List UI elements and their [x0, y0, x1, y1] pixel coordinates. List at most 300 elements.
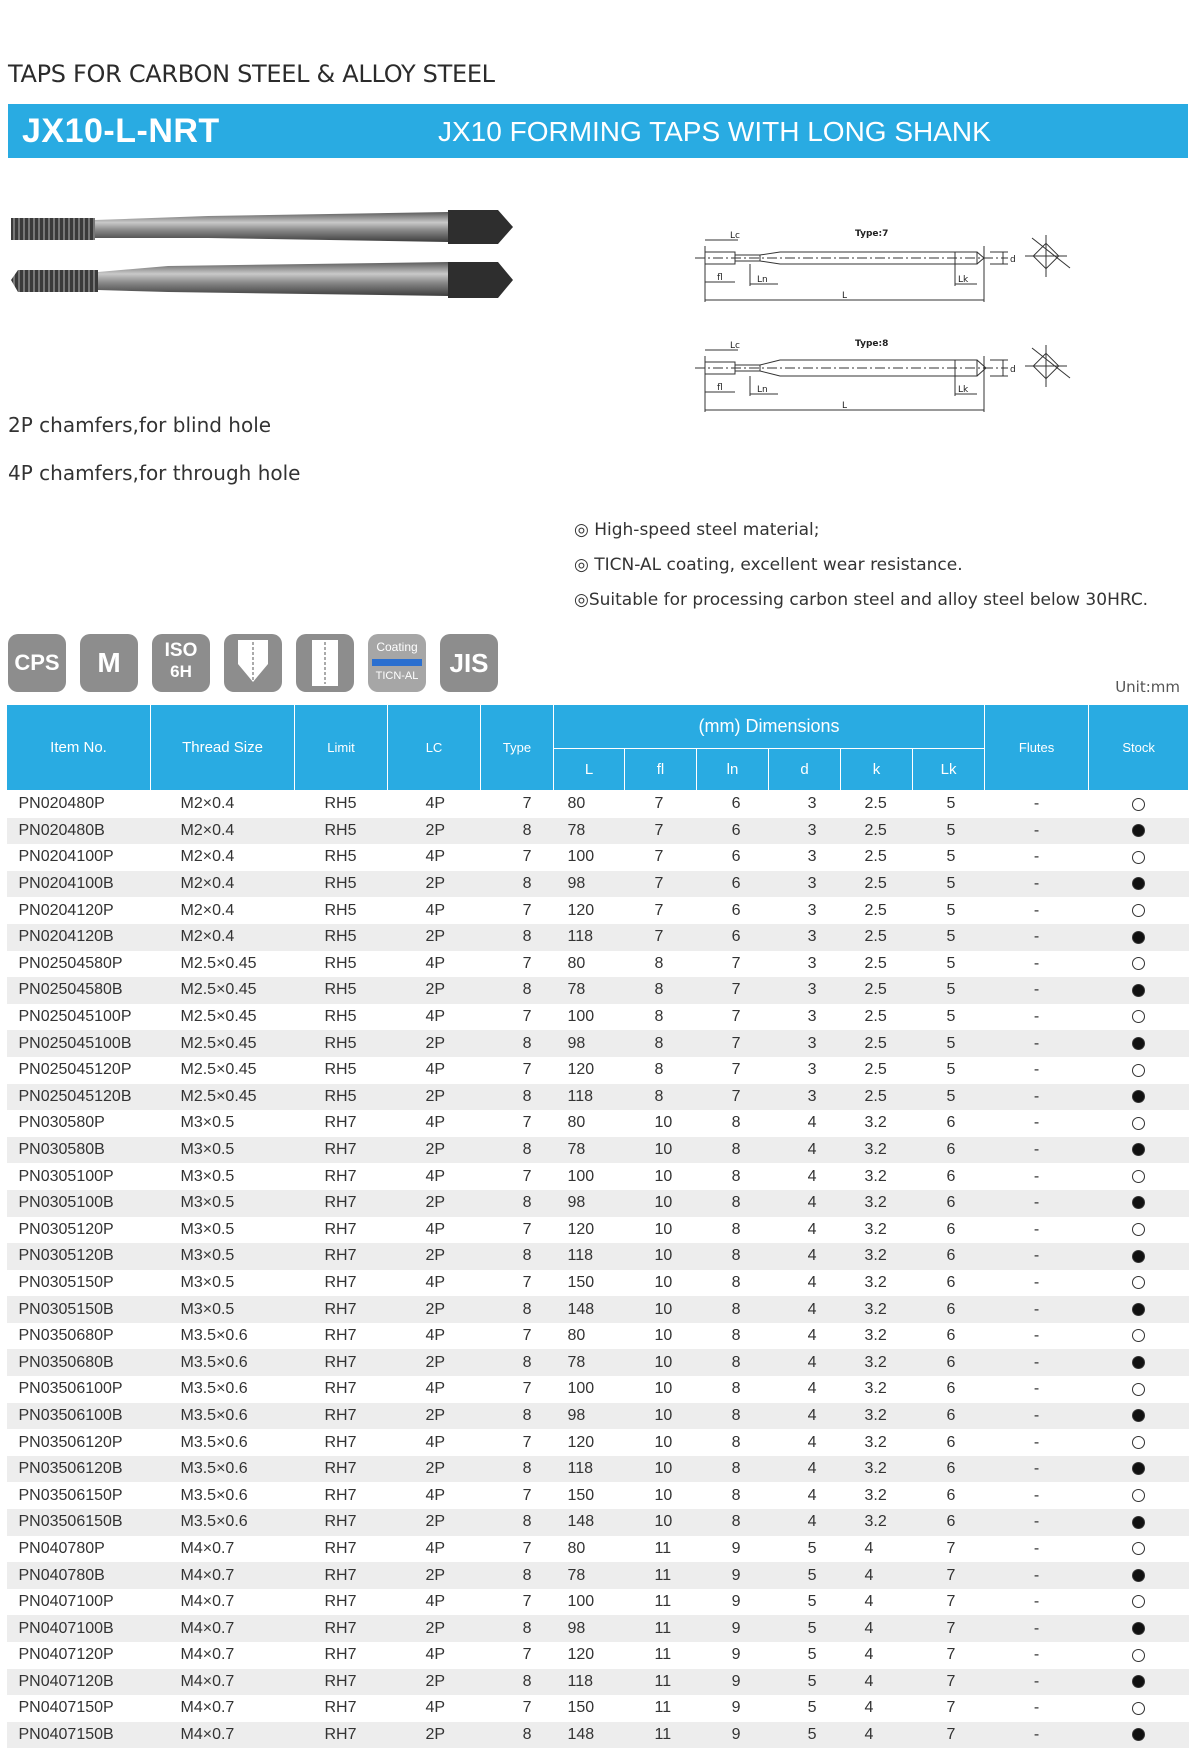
cell-L: 80 — [567, 1114, 586, 1132]
cell-k: 2.5 — [864, 795, 887, 813]
cell-fl: 11 — [654, 1539, 672, 1557]
cell-fl: 10 — [625, 1403, 697, 1430]
cell-item-no: PN0407120B — [7, 1669, 151, 1696]
cell-d: 4 — [807, 1167, 817, 1185]
iso-6h-icon — [152, 634, 210, 692]
cell-L: 120 — [567, 1220, 595, 1238]
cell-limit: RH5 — [295, 977, 388, 1004]
cell-type: 8 — [481, 871, 554, 898]
cell-fl: 7 — [654, 795, 664, 813]
cell-item-no: PN03506100P — [18, 1380, 123, 1398]
cell-fl: 10 — [625, 1509, 697, 1536]
cell-d: 4 — [769, 1509, 841, 1536]
cell-lc: 4P — [425, 1061, 446, 1079]
table-row — [7, 1323, 1189, 1350]
cell-fl: 7 — [625, 871, 697, 898]
cell-ln: 9 — [697, 1615, 769, 1642]
cell-k: 3.2 — [841, 1243, 913, 1270]
table-row — [7, 1243, 1189, 1270]
cell-lc: 4P — [425, 1220, 446, 1238]
cell-flutes: - — [1033, 1539, 1040, 1557]
cell-k: 4 — [841, 1562, 913, 1589]
cell-thread-size: M4×0.7 — [151, 1669, 295, 1696]
cell-stock — [1089, 1589, 1189, 1616]
cell-k: 4 — [864, 1593, 874, 1611]
cell-type: 7 — [522, 848, 532, 866]
cell-lk: 6 — [913, 1243, 985, 1270]
cell-ln: 9 — [697, 1669, 769, 1696]
cell-lk: 5 — [913, 871, 985, 898]
stock-filled-icon — [1132, 1569, 1145, 1582]
cell-thread-size: M2.5×0.45 — [180, 954, 257, 972]
blind-hole-icon — [224, 634, 282, 692]
cell-flutes: - — [1033, 1008, 1040, 1026]
cell-limit: RH7 — [295, 1562, 388, 1589]
tap-diagram-type7 — [690, 222, 1090, 318]
cell-thread-size: M2.5×0.45 — [180, 1061, 257, 1079]
cell-thread-size: M4×0.7 — [151, 1562, 295, 1589]
cell-k: 3.2 — [841, 1296, 913, 1323]
cell-L: 150 — [567, 1486, 595, 1504]
stock-open-icon — [1132, 1010, 1145, 1023]
chamfer-note-blind: 2P chamfers,for blind hole — [8, 413, 272, 437]
cell-flutes: - — [985, 818, 1089, 845]
cell-item-no: PN03506120B — [7, 1456, 151, 1483]
stock-filled-icon — [1132, 1250, 1145, 1263]
cell-lk: 6 — [946, 1114, 956, 1132]
cell-d: 4 — [769, 1403, 841, 1430]
cell-item-no: PN0350680P — [18, 1327, 114, 1345]
cell-item-no: PN030580B — [7, 1137, 151, 1164]
diagram-type7-lk: Lk — [958, 275, 969, 285]
cell-limit: RH7 — [295, 1403, 388, 1430]
cell-k: 2.5 — [841, 871, 913, 898]
cell-fl: 10 — [654, 1486, 673, 1504]
cell-fl: 7 — [625, 818, 697, 845]
cell-type: 8 — [481, 1190, 554, 1217]
cell-limit: RH7 — [324, 1486, 357, 1504]
cell-k: 3.2 — [841, 1190, 913, 1217]
cell-lk: 6 — [946, 1486, 956, 1504]
cell-item-no: PN0407100P — [18, 1593, 114, 1611]
cell-lk: 7 — [946, 1646, 956, 1664]
cell-k: 2.5 — [841, 818, 913, 845]
cell-lk: 5 — [946, 848, 956, 866]
cell-lc: 2P — [388, 818, 481, 845]
cell-lc: 4P — [425, 1273, 446, 1291]
cell-item-no: PN040780P — [18, 1539, 105, 1557]
cell-thread-size: M3.5×0.6 — [151, 1456, 295, 1483]
cell-flutes: - — [985, 1030, 1089, 1057]
cell-ln: 7 — [697, 977, 769, 1004]
cell-L: 150 — [567, 1273, 595, 1291]
table-row — [7, 844, 1189, 871]
col-header-thread-label: Thread Size — [182, 739, 263, 756]
cell-d: 5 — [769, 1722, 841, 1749]
cell-k: 3.2 — [841, 1509, 913, 1536]
cell-k: 4 — [841, 1669, 913, 1696]
cell-L: 120 — [567, 1061, 595, 1079]
col-header-thread — [151, 705, 295, 791]
cell-d: 5 — [769, 1615, 841, 1642]
cell-thread-size: M2×0.4 — [180, 848, 235, 866]
cell-d: 4 — [807, 1380, 817, 1398]
table-row — [7, 951, 1189, 978]
stock-filled-icon — [1132, 1303, 1145, 1316]
table-row — [7, 1429, 1189, 1456]
chamfer-note-through: 4P chamfers,for through hole — [8, 461, 301, 485]
col-header-type — [481, 705, 554, 791]
blind-hole-icon-graphic — [224, 634, 282, 692]
cell-k: 2.5 — [864, 954, 887, 972]
cell-lk: 6 — [913, 1509, 985, 1536]
cell-item-no: PN025045100B — [7, 1030, 151, 1057]
cell-limit: RH7 — [324, 1273, 357, 1291]
cell-fl: 7 — [654, 901, 664, 919]
cell-thread-size: M3×0.5 — [180, 1167, 235, 1185]
cell-limit: RH7 — [295, 1190, 388, 1217]
cell-lk: 6 — [913, 1190, 985, 1217]
cell-item-no: PN025045120P — [18, 1061, 132, 1079]
stock-filled-icon — [1132, 984, 1145, 997]
cell-ln: 7 — [731, 1008, 741, 1026]
stock-open-icon — [1132, 1649, 1145, 1662]
cell-limit: RH5 — [324, 1061, 357, 1079]
cell-fl: 10 — [625, 1296, 697, 1323]
cell-L: 80 — [567, 1327, 586, 1345]
cell-lc: 4P — [425, 1167, 446, 1185]
cell-ln: 9 — [731, 1593, 741, 1611]
cell-fl: 10 — [625, 1349, 697, 1376]
cell-thread-size: M3.5×0.6 — [151, 1509, 295, 1536]
cell-type: 7 — [522, 1327, 532, 1345]
cell-stock — [1089, 1349, 1189, 1376]
cell-item-no: PN02504580P — [18, 954, 123, 972]
col-header-lk: Lk — [913, 749, 985, 791]
spec-table-body — [7, 791, 1189, 1749]
cell-d: 4 — [769, 1137, 841, 1164]
cell-d: 3 — [807, 901, 817, 919]
cell-fl: 11 — [654, 1646, 672, 1664]
cell-k: 4 — [841, 1722, 913, 1749]
cell-fl: 10 — [654, 1114, 673, 1132]
cell-type: 8 — [481, 1084, 554, 1111]
table-row — [7, 1163, 1189, 1190]
cell-k: 3.2 — [864, 1114, 887, 1132]
cell-item-no: PN0407150B — [7, 1722, 151, 1749]
stock-filled-icon — [1132, 931, 1145, 944]
stock-open-icon — [1132, 1117, 1145, 1130]
cell-flutes: - — [1033, 1220, 1040, 1238]
cell-fl: 8 — [654, 1061, 664, 1079]
cell-thread-size: M3×0.5 — [151, 1243, 295, 1270]
table-row — [7, 1296, 1189, 1323]
cell-lk: 6 — [946, 1380, 956, 1398]
col-header-L: L — [554, 749, 625, 791]
table-row — [7, 1456, 1189, 1483]
cell-thread-size: M3.5×0.6 — [180, 1380, 248, 1398]
cell-flutes: - — [985, 1669, 1089, 1696]
cell-item-no: PN0305150B — [7, 1296, 151, 1323]
diagram-type7-lc: Lc — [730, 231, 740, 241]
cell-L: 100 — [567, 1380, 595, 1398]
cell-stock — [1089, 1296, 1189, 1323]
cell-item-no: PN0305100P — [18, 1167, 114, 1185]
cell-type: 8 — [481, 1722, 554, 1749]
cell-lk: 6 — [913, 1296, 985, 1323]
table-row — [7, 1084, 1189, 1111]
cell-lc: 2P — [388, 924, 481, 951]
cell-type: 8 — [481, 977, 554, 1004]
diagram-type7-ln: Ln — [757, 275, 768, 285]
cell-L: 98 — [554, 1030, 625, 1057]
cell-lc: 2P — [388, 871, 481, 898]
stock-open-icon — [1132, 1702, 1145, 1715]
cell-lk: 5 — [913, 1030, 985, 1057]
stock-filled-icon — [1132, 1516, 1145, 1529]
stock-filled-icon — [1132, 1196, 1145, 1209]
cell-lk: 6 — [946, 1220, 956, 1238]
cell-d: 4 — [807, 1273, 817, 1291]
cell-type: 7 — [522, 1220, 532, 1238]
cell-lk: 6 — [913, 1349, 985, 1376]
cell-L: 78 — [554, 818, 625, 845]
cell-limit: RH5 — [324, 954, 357, 972]
cell-L: 118 — [554, 1243, 625, 1270]
diagram-type7-fl: fl — [717, 273, 723, 283]
feature-item: ◎Suitable for processing carbon steel and alloy steel below 30HRC. — [574, 590, 1149, 610]
cell-thread-size: M2.5×0.45 — [180, 1008, 257, 1026]
cell-lk: 6 — [946, 1167, 956, 1185]
cell-fl: 10 — [654, 1220, 673, 1238]
cell-flutes: - — [985, 1722, 1089, 1749]
cell-thread-size: M3.5×0.6 — [151, 1403, 295, 1430]
cell-fl: 10 — [625, 1137, 697, 1164]
cell-limit: RH7 — [295, 1349, 388, 1376]
cell-limit: RH7 — [295, 1243, 388, 1270]
table-row — [7, 791, 1189, 818]
cell-flutes: - — [985, 1296, 1089, 1323]
cell-ln: 6 — [731, 795, 741, 813]
cell-type: 8 — [481, 1456, 554, 1483]
stock-open-icon — [1132, 1064, 1145, 1077]
col-header-k: k — [841, 749, 913, 791]
cell-type: 8 — [481, 1243, 554, 1270]
cell-flutes: - — [985, 1456, 1089, 1483]
cell-k: 2.5 — [864, 1008, 887, 1026]
cell-d: 4 — [769, 1243, 841, 1270]
cell-thread-size: M4×0.7 — [180, 1539, 235, 1557]
cell-type: 7 — [522, 1061, 532, 1079]
cell-L: 78 — [554, 1562, 625, 1589]
cell-lc: 4P — [425, 1646, 446, 1664]
cell-d: 3 — [769, 818, 841, 845]
cell-L: 100 — [567, 848, 595, 866]
cell-item-no: PN025045120B — [7, 1084, 151, 1111]
cell-item-no: PN0407120P — [18, 1646, 114, 1664]
cell-lc: 2P — [388, 1722, 481, 1749]
cell-ln: 9 — [731, 1699, 741, 1717]
cell-stock — [1089, 791, 1189, 818]
cell-item-no: PN020480B — [7, 818, 151, 845]
cell-lk: 7 — [946, 1593, 956, 1611]
cell-k: 3.2 — [841, 1456, 913, 1483]
cell-k: 4 — [864, 1539, 874, 1557]
cell-type: 7 — [522, 1008, 532, 1026]
stock-filled-icon — [1132, 1143, 1145, 1156]
cell-thread-size: M3.5×0.6 — [180, 1327, 248, 1345]
cell-thread-size: M2.5×0.45 — [151, 1084, 295, 1111]
cell-ln: 8 — [731, 1114, 741, 1132]
cell-flutes: - — [985, 1190, 1089, 1217]
cell-lk: 5 — [913, 818, 985, 845]
table-row — [7, 1589, 1189, 1616]
cell-k: 2.5 — [864, 901, 887, 919]
cell-thread-size: M3×0.5 — [151, 1137, 295, 1164]
stock-filled-icon — [1132, 1356, 1145, 1369]
cell-d: 4 — [769, 1296, 841, 1323]
cell-d: 3 — [807, 1061, 817, 1079]
cell-lc: 4P — [425, 1593, 446, 1611]
cell-lc: 2P — [388, 1349, 481, 1376]
cell-lk: 6 — [946, 1433, 956, 1451]
col-header-dimensions — [554, 705, 985, 749]
cell-L: 120 — [567, 1433, 595, 1451]
table-row — [7, 1562, 1189, 1589]
stock-open-icon — [1132, 1329, 1145, 1342]
table-row — [7, 871, 1189, 898]
cell-L: 150 — [567, 1699, 595, 1717]
cell-ln: 6 — [731, 848, 741, 866]
cell-lc: 4P — [425, 1699, 446, 1717]
diagram-type8-label: Type:8 — [855, 339, 889, 349]
cell-fl: 10 — [625, 1456, 697, 1483]
cell-flutes: - — [1033, 1699, 1040, 1717]
stock-open-icon — [1132, 1223, 1145, 1236]
cell-L: 100 — [567, 1008, 595, 1026]
cell-flutes: - — [985, 1509, 1089, 1536]
cell-k: 2.5 — [864, 848, 887, 866]
cell-fl: 11 — [654, 1699, 672, 1717]
cell-limit: RH5 — [295, 871, 388, 898]
cell-k: 2.5 — [841, 1030, 913, 1057]
cell-d: 4 — [807, 1433, 817, 1451]
cell-L: 100 — [567, 1593, 595, 1611]
cell-type: 7 — [522, 954, 532, 972]
cell-lk: 6 — [913, 1403, 985, 1430]
cell-flutes: - — [1033, 1380, 1040, 1398]
cell-stock — [1089, 897, 1189, 924]
cell-ln: 9 — [697, 1722, 769, 1749]
cell-lc: 2P — [388, 1190, 481, 1217]
diagram-type7-l: L — [842, 291, 848, 301]
cell-L: 98 — [554, 871, 625, 898]
cell-stock — [1089, 1695, 1189, 1722]
cell-d: 5 — [807, 1539, 817, 1557]
stock-open-icon — [1132, 1383, 1145, 1396]
cell-type: 8 — [481, 1137, 554, 1164]
cell-fl: 10 — [654, 1327, 673, 1345]
cell-limit: RH7 — [295, 1722, 388, 1749]
cell-item-no: PN0407100B — [7, 1615, 151, 1642]
stock-open-icon — [1132, 1489, 1145, 1502]
cell-L: 148 — [554, 1722, 625, 1749]
cell-limit: RH7 — [295, 1669, 388, 1696]
col-header-item-label: Item No. — [50, 739, 107, 756]
cell-limit: RH7 — [295, 1615, 388, 1642]
cell-k: 2.5 — [841, 924, 913, 951]
cell-item-no: PN0204100P — [18, 848, 114, 866]
cell-lc: 2P — [388, 1403, 481, 1430]
cell-k: 2.5 — [864, 1061, 887, 1079]
cell-stock — [1089, 1057, 1189, 1084]
cell-lc: 4P — [425, 1380, 446, 1398]
cell-limit: RH7 — [324, 1380, 357, 1398]
cell-stock — [1089, 1429, 1189, 1456]
cell-d: 3 — [807, 795, 817, 813]
cell-lc: 2P — [388, 1615, 481, 1642]
stock-filled-icon — [1132, 1462, 1145, 1475]
cell-d: 3 — [807, 954, 817, 972]
cell-d: 3 — [769, 977, 841, 1004]
table-row — [7, 1004, 1189, 1031]
table-row — [7, 1190, 1189, 1217]
cell-item-no: PN030580P — [18, 1114, 105, 1132]
spec-table — [6, 704, 1189, 1748]
stock-filled-icon — [1132, 824, 1145, 837]
cell-d: 3 — [807, 848, 817, 866]
cell-d: 3 — [769, 1084, 841, 1111]
cell-thread-size: M4×0.7 — [180, 1593, 235, 1611]
cell-type: 7 — [522, 1114, 532, 1132]
cell-ln: 8 — [697, 1296, 769, 1323]
cell-d: 4 — [769, 1349, 841, 1376]
cell-ln: 6 — [697, 818, 769, 845]
cell-L: 80 — [567, 954, 586, 972]
cell-stock — [1089, 1084, 1189, 1111]
unit-label: Unit:mm — [1115, 678, 1180, 696]
cell-limit: RH7 — [295, 1509, 388, 1536]
cell-stock — [1089, 1536, 1189, 1563]
cell-ln: 8 — [697, 1403, 769, 1430]
cell-flutes: - — [1033, 1486, 1040, 1504]
stock-open-icon — [1132, 1170, 1145, 1183]
cell-lk: 6 — [913, 1456, 985, 1483]
cell-item-no: PN025045100P — [18, 1008, 132, 1026]
cell-item-no: PN0204100B — [7, 871, 151, 898]
cell-fl: 10 — [625, 1190, 697, 1217]
cell-stock — [1089, 1509, 1189, 1536]
table-row — [7, 1376, 1189, 1403]
cell-limit: RH7 — [295, 1296, 388, 1323]
cell-ln: 6 — [731, 901, 741, 919]
cell-L: 80 — [567, 1539, 586, 1557]
cell-k: 4 — [864, 1699, 874, 1717]
cell-lc: 2P — [388, 1509, 481, 1536]
cell-ln: 8 — [697, 1190, 769, 1217]
table-row — [7, 1615, 1189, 1642]
cell-type: 7 — [522, 795, 532, 813]
cell-lk: 7 — [913, 1615, 985, 1642]
cell-stock — [1089, 1376, 1189, 1403]
cell-lk: 6 — [946, 1273, 956, 1291]
cell-type: 7 — [522, 1380, 532, 1398]
cell-limit: RH7 — [324, 1327, 357, 1345]
cell-limit: RH5 — [295, 818, 388, 845]
cell-ln: 8 — [731, 1327, 741, 1345]
cell-fl: 8 — [625, 977, 697, 1004]
cell-item-no: PN0204120B — [7, 924, 151, 951]
